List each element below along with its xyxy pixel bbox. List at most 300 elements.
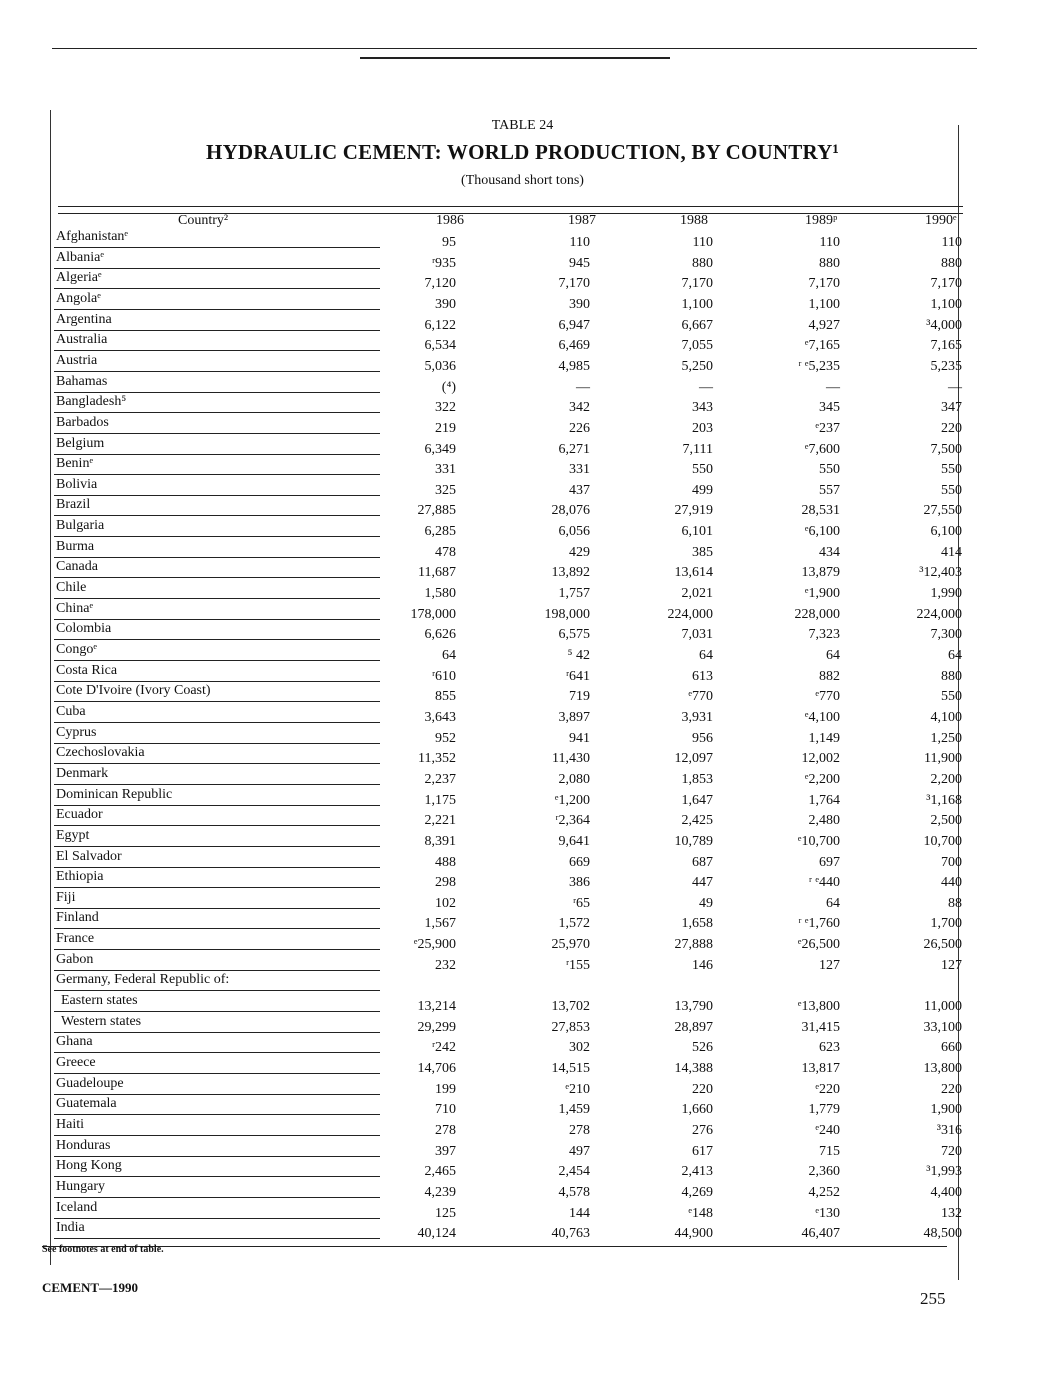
table-row xyxy=(40,1179,960,1199)
table-row xyxy=(40,993,960,1013)
row-underline xyxy=(54,598,380,599)
value-cell: 11,352 xyxy=(418,751,456,767)
value-cell: 5,036 xyxy=(424,358,456,374)
country-name: Iceland xyxy=(56,1199,98,1215)
value-cell: 956 xyxy=(692,730,713,746)
value-cell: 44,900 xyxy=(674,1226,713,1242)
value-cell: 49 xyxy=(699,895,713,911)
value-cell: 478 xyxy=(435,544,456,560)
row-underline xyxy=(54,887,380,888)
value-cell: 1,757 xyxy=(558,586,590,601)
value-cell: ʳ2,364 xyxy=(555,813,590,829)
value-cell: 6,056 xyxy=(558,524,590,540)
table-bottom-rule xyxy=(42,1246,947,1247)
value-cell: 13,614 xyxy=(674,565,713,581)
value-cell: 278 xyxy=(569,1122,590,1138)
value-cell: 557 xyxy=(819,482,840,498)
value-cell: 64 xyxy=(442,648,456,663)
row-underline xyxy=(54,908,380,909)
value-cell: ᵉ13,800 xyxy=(797,999,840,1014)
value-cell: 7,323 xyxy=(808,627,840,643)
value-cell: 7,170 xyxy=(930,276,962,292)
country-name: Afghanistanᵉ xyxy=(56,229,129,244)
header-rule-top xyxy=(58,206,963,207)
value-cell: 95 xyxy=(442,235,456,250)
row-underline xyxy=(54,784,380,785)
country-name: Eastern states xyxy=(61,993,138,1008)
value-cell: ³1,168 xyxy=(926,792,962,808)
table-row xyxy=(40,229,960,249)
value-cell: 1,853 xyxy=(681,771,713,787)
table-row xyxy=(40,374,960,394)
row-underline xyxy=(54,288,380,289)
value-cell: (⁴) xyxy=(441,379,456,395)
value-cell: 343 xyxy=(692,400,713,416)
value-cell: ᵉ130 xyxy=(815,1205,840,1221)
value-cell: 1,100 xyxy=(930,296,962,312)
value-cell: 710 xyxy=(435,1102,456,1118)
column-header-1989: 1989ᵖ xyxy=(805,213,838,228)
value-cell: 125 xyxy=(435,1205,456,1221)
value-cell: 1,250 xyxy=(930,730,962,746)
row-underline xyxy=(54,1032,380,1033)
value-cell: ʳ935 xyxy=(431,255,456,271)
table-row xyxy=(40,849,960,869)
value-cell: 10,789 xyxy=(674,833,713,849)
table-row xyxy=(40,931,960,951)
row-underline xyxy=(54,309,380,310)
value-cell: ³316 xyxy=(936,1122,962,1138)
value-cell: 4,239 xyxy=(424,1184,456,1200)
value-cell: 1,990 xyxy=(930,586,962,601)
row-underline xyxy=(54,1238,380,1239)
page-label: CEMENT—1990 xyxy=(42,1280,139,1295)
country-name: Cote D'Ivoire (Ivory Coast) xyxy=(56,683,211,699)
value-cell: 10,700 xyxy=(923,833,962,849)
value-cell: 278 xyxy=(435,1122,456,1138)
value-cell: 13,214 xyxy=(417,999,456,1014)
value-cell: 7,500 xyxy=(930,441,962,457)
value-cell: 127 xyxy=(819,957,840,973)
value-cell: 276 xyxy=(692,1122,713,1138)
table-row xyxy=(40,518,960,538)
table-row xyxy=(40,456,960,476)
country-name: Hungary xyxy=(56,1178,105,1194)
value-cell: ⁵ 42 xyxy=(567,648,590,663)
table-row xyxy=(40,332,960,352)
value-cell: — xyxy=(576,379,590,395)
value-cell: 322 xyxy=(435,400,456,416)
value-cell: 945 xyxy=(569,255,590,271)
value-cell: ʳ242 xyxy=(431,1040,456,1056)
value-cell: 7,170 xyxy=(681,276,713,292)
value-cell: 2,425 xyxy=(681,813,713,829)
value-cell: 7,031 xyxy=(681,627,713,643)
row-underline xyxy=(54,660,380,661)
table-row xyxy=(40,353,960,373)
value-cell: 144 xyxy=(569,1205,590,1221)
table-row xyxy=(40,559,960,579)
value-cell: 660 xyxy=(941,1040,962,1056)
table-row xyxy=(40,436,960,456)
value-cell: 4,578 xyxy=(558,1184,590,1200)
value-cell: 7,055 xyxy=(681,338,713,354)
value-cell: 14,706 xyxy=(417,1061,456,1076)
value-cell: 226 xyxy=(569,420,590,436)
value-cell: ᵉ770 xyxy=(815,689,840,705)
value-cell: 325 xyxy=(435,482,456,498)
table-row xyxy=(40,1200,960,1220)
country-name: Ethiopia xyxy=(56,869,104,885)
value-cell: 33,100 xyxy=(923,1019,962,1035)
value-cell: 2,500 xyxy=(930,813,962,829)
value-cell: 6,122 xyxy=(424,317,456,333)
value-cell: 429 xyxy=(569,544,590,560)
country-name: Cuba xyxy=(56,704,86,719)
value-cell: 550 xyxy=(941,482,962,498)
table-row xyxy=(40,745,960,765)
value-cell: 347 xyxy=(941,400,962,416)
value-cell: 27,888 xyxy=(674,937,713,953)
value-cell: 6,534 xyxy=(424,338,456,354)
table-row xyxy=(40,663,960,683)
value-cell: 4,100 xyxy=(930,710,962,725)
row-underline xyxy=(54,1094,380,1095)
row-underline xyxy=(54,722,380,723)
value-cell: ʳ ᵉ1,760 xyxy=(798,916,840,932)
value-cell: 13,702 xyxy=(551,999,590,1014)
row-underline xyxy=(54,330,380,331)
value-cell: 6,285 xyxy=(424,524,456,540)
country-name: Albaniaᵉ xyxy=(56,249,104,265)
value-cell: 2,465 xyxy=(424,1164,456,1180)
page-number: 255 xyxy=(920,1289,946,1308)
value-cell: 1,764 xyxy=(808,792,840,808)
value-cell: 6,469 xyxy=(558,338,590,354)
row-underline xyxy=(54,1176,380,1177)
value-cell: ʳ155 xyxy=(565,957,590,973)
row-underline xyxy=(54,495,380,496)
value-cell: 550 xyxy=(941,689,962,705)
row-underline xyxy=(54,536,380,537)
country-name: Fiji xyxy=(56,889,76,905)
country-name: Ecuador xyxy=(56,807,103,823)
value-cell: ᵉ770 xyxy=(688,689,713,705)
value-cell: 550 xyxy=(692,462,713,478)
table-row xyxy=(40,787,960,807)
value-cell: 434 xyxy=(819,544,840,560)
country-name: Argentina xyxy=(56,311,112,327)
country-name: Guatemala xyxy=(56,1096,117,1112)
row-underline xyxy=(54,577,380,578)
column-header-1988: 1988 xyxy=(680,213,708,228)
value-cell: ᵉ2,200 xyxy=(804,771,840,787)
value-cell: 7,165 xyxy=(930,338,962,354)
value-cell: 232 xyxy=(435,957,456,973)
value-cell: 345 xyxy=(819,400,840,416)
country-name: Guadeloupe xyxy=(56,1075,124,1091)
value-cell: 687 xyxy=(692,854,713,870)
value-cell: ᵉ237 xyxy=(815,420,840,436)
row-underline xyxy=(54,433,380,434)
value-cell: 4,269 xyxy=(681,1184,713,1200)
value-cell: ᵉ25,900 xyxy=(413,937,456,953)
value-cell: 11,430 xyxy=(552,751,590,767)
value-cell: 855 xyxy=(435,689,456,705)
value-cell: 28,531 xyxy=(801,503,840,519)
table-row xyxy=(40,1138,960,1158)
value-cell: ᵉ6,100 xyxy=(804,524,840,540)
value-cell: 1,900 xyxy=(930,1102,962,1118)
value-cell: 1,660 xyxy=(681,1102,713,1118)
table-row xyxy=(40,869,960,889)
row-underline xyxy=(54,743,380,744)
table-row xyxy=(40,415,960,435)
value-cell: 146 xyxy=(692,957,713,973)
row-underline xyxy=(54,1156,380,1157)
value-cell: 8,391 xyxy=(424,833,456,849)
value-cell: 13,879 xyxy=(801,565,840,581)
table-row xyxy=(40,683,960,703)
value-cell: 64 xyxy=(948,648,962,663)
row-underline xyxy=(54,1114,380,1115)
value-cell: 178,000 xyxy=(410,606,456,622)
country-name: Egypt xyxy=(56,827,90,843)
table-row xyxy=(40,1220,960,1240)
value-cell: 4,400 xyxy=(930,1184,962,1200)
value-cell: 2,237 xyxy=(424,771,456,787)
row-underline xyxy=(54,1218,380,1219)
value-cell: 526 xyxy=(692,1040,713,1056)
value-cell: 385 xyxy=(692,544,713,560)
value-cell: 199 xyxy=(435,1081,456,1097)
country-name: India xyxy=(56,1220,85,1236)
value-cell: ³12,403 xyxy=(919,565,962,581)
country-name: Beninᵉ xyxy=(56,456,94,472)
value-cell: 7,300 xyxy=(930,627,962,643)
country-name: Barbados xyxy=(56,414,109,430)
value-cell: 48,500 xyxy=(923,1226,962,1242)
country-name: Finland xyxy=(56,910,99,926)
value-cell: ᵉ4,100 xyxy=(804,710,840,725)
value-cell: 331 xyxy=(435,462,456,478)
value-cell: 27,885 xyxy=(417,503,456,519)
country-name: Denmark xyxy=(56,765,109,781)
value-cell: ʳ ᵉ440 xyxy=(808,875,840,891)
table-row xyxy=(40,952,960,972)
value-cell: 7,170 xyxy=(808,276,840,292)
row-underline xyxy=(54,474,380,475)
value-cell: 1,100 xyxy=(808,296,840,312)
value-cell: 3,643 xyxy=(424,710,456,725)
table-number: TABLE 24 xyxy=(491,118,554,133)
value-cell: 669 xyxy=(569,854,590,870)
value-cell: 6,947 xyxy=(558,317,590,333)
value-cell: ᵉ7,600 xyxy=(804,441,840,457)
value-cell: 1,700 xyxy=(930,916,962,932)
value-cell: ᵉ220 xyxy=(815,1081,840,1097)
value-cell: 4,985 xyxy=(558,358,590,374)
row-underline xyxy=(54,990,380,991)
table-row xyxy=(40,1076,960,1096)
value-cell: 26,500 xyxy=(923,937,962,953)
country-name: France xyxy=(56,931,95,947)
row-underline xyxy=(54,928,380,929)
value-cell: 6,100 xyxy=(930,524,962,540)
country-name: Bolivia xyxy=(56,476,98,492)
country-name: Ghana xyxy=(56,1034,93,1050)
row-underline xyxy=(54,805,380,806)
value-cell: 882 xyxy=(819,668,840,684)
value-cell: 386 xyxy=(569,875,590,891)
value-cell: 5,235 xyxy=(930,358,962,374)
table-row xyxy=(40,601,960,621)
value-cell: ᵉ7,165 xyxy=(804,338,840,354)
value-cell: 6,271 xyxy=(558,441,590,457)
value-cell: 550 xyxy=(941,462,962,478)
country-name: Czechoslovakia xyxy=(56,745,145,761)
value-cell: 700 xyxy=(941,854,962,870)
value-cell: 2,221 xyxy=(424,813,456,829)
row-underline xyxy=(54,949,380,950)
value-cell: 1,658 xyxy=(681,916,713,932)
value-cell: 1,779 xyxy=(808,1102,840,1118)
value-cell: 880 xyxy=(941,255,962,271)
top-rule xyxy=(52,48,977,49)
row-underline xyxy=(54,846,380,847)
value-cell: 13,817 xyxy=(801,1061,840,1076)
value-cell: 2,480 xyxy=(808,813,840,829)
value-cell: 29,299 xyxy=(417,1019,456,1035)
value-cell: 64 xyxy=(826,648,840,663)
value-cell: 390 xyxy=(569,296,590,312)
value-cell: 203 xyxy=(692,420,713,436)
country-name: Costa Rica xyxy=(56,662,118,678)
value-cell: 198,000 xyxy=(544,606,590,622)
value-cell: 6,667 xyxy=(681,317,713,333)
value-cell: 5,250 xyxy=(681,358,713,374)
value-cell: ᵉ148 xyxy=(688,1205,713,1221)
value-cell: 6,626 xyxy=(424,627,456,643)
table-row xyxy=(40,497,960,517)
footnote: See footnotes at end of table. xyxy=(42,1244,164,1255)
value-cell: 88 xyxy=(948,895,962,911)
value-cell: ᵉ210 xyxy=(565,1081,590,1097)
value-cell: 110 xyxy=(819,235,840,250)
value-cell: 132 xyxy=(941,1205,962,1221)
table-row xyxy=(40,621,960,641)
value-cell: 9,641 xyxy=(558,833,590,849)
country-name: Gabon xyxy=(56,951,94,967)
value-cell: 40,124 xyxy=(417,1226,456,1242)
value-cell: 224,000 xyxy=(916,606,962,622)
value-cell: 720 xyxy=(941,1143,962,1159)
value-cell: 14,515 xyxy=(551,1061,590,1076)
country-name: Chinaᵉ xyxy=(56,600,94,616)
country-name: El Salvador xyxy=(56,848,122,864)
country-name: Germany, Federal Republic of: xyxy=(56,972,230,988)
value-cell: 440 xyxy=(941,875,962,891)
row-underline xyxy=(54,515,380,516)
row-underline xyxy=(54,371,380,372)
value-cell: 12,002 xyxy=(801,751,840,767)
table-row xyxy=(40,828,960,848)
value-cell: 6,101 xyxy=(681,524,713,540)
value-cell: 437 xyxy=(569,482,590,498)
value-cell: — xyxy=(948,379,962,395)
value-cell: 719 xyxy=(569,689,590,705)
value-cell: ³4,000 xyxy=(926,317,962,333)
value-cell: 2,021 xyxy=(681,586,713,601)
value-cell: ʳ ᵉ5,235 xyxy=(798,358,840,374)
table-row xyxy=(40,807,960,827)
country-name: Australia xyxy=(56,332,108,348)
row-underline xyxy=(54,681,380,682)
value-cell: 220 xyxy=(941,420,962,436)
value-cell: 880 xyxy=(692,255,713,271)
value-cell: 28,897 xyxy=(674,1019,713,1035)
table-row xyxy=(40,1055,960,1075)
value-cell: 2,360 xyxy=(808,1164,840,1180)
country-name: Hong Kong xyxy=(56,1158,122,1174)
row-underline xyxy=(54,247,380,248)
value-cell: 13,790 xyxy=(674,999,713,1014)
value-cell: 64 xyxy=(699,648,713,663)
country-name: Belgium xyxy=(56,435,105,451)
value-cell: 342 xyxy=(569,400,590,416)
value-cell: 27,853 xyxy=(551,1019,590,1035)
country-name: Colombia xyxy=(56,621,112,637)
top-rule-thick xyxy=(360,57,670,59)
value-cell: 880 xyxy=(819,255,840,271)
value-cell: 27,550 xyxy=(923,503,962,519)
table-row xyxy=(40,890,960,910)
table-row xyxy=(40,394,960,414)
country-name: Bangladesh⁵ xyxy=(56,394,127,410)
value-cell: 298 xyxy=(435,875,456,891)
value-cell: 110 xyxy=(569,235,590,250)
value-cell: 397 xyxy=(435,1143,456,1159)
table-row xyxy=(40,1096,960,1116)
country-name: Canada xyxy=(56,559,98,575)
table-row xyxy=(40,250,960,270)
value-cell: — xyxy=(699,379,713,395)
country-name: Haiti xyxy=(56,1116,84,1132)
table-row xyxy=(40,539,960,559)
value-cell: 3,931 xyxy=(681,710,713,725)
country-name: Western states xyxy=(61,1013,142,1029)
value-cell: 2,200 xyxy=(930,771,962,787)
value-cell: ³1,993 xyxy=(926,1164,962,1180)
value-cell: 1,567 xyxy=(424,916,456,932)
country-name: Algeriaᵉ xyxy=(56,270,102,286)
row-underline xyxy=(54,825,380,826)
value-cell: ʳ65 xyxy=(572,895,590,911)
value-cell: 613 xyxy=(692,668,713,684)
value-cell: 4,927 xyxy=(808,317,840,333)
country-name: Burma xyxy=(56,538,95,554)
value-cell: 331 xyxy=(569,462,590,478)
value-cell: 2,454 xyxy=(558,1164,590,1180)
country-name: Brazil xyxy=(56,497,91,513)
value-cell: 715 xyxy=(819,1143,840,1159)
row-underline xyxy=(54,350,380,351)
value-cell: 102 xyxy=(435,895,456,911)
country-name: Honduras xyxy=(56,1137,111,1153)
value-cell: ʳ641 xyxy=(565,668,590,684)
value-cell: 12,097 xyxy=(674,751,713,767)
value-cell: ᵉ10,700 xyxy=(797,833,840,849)
